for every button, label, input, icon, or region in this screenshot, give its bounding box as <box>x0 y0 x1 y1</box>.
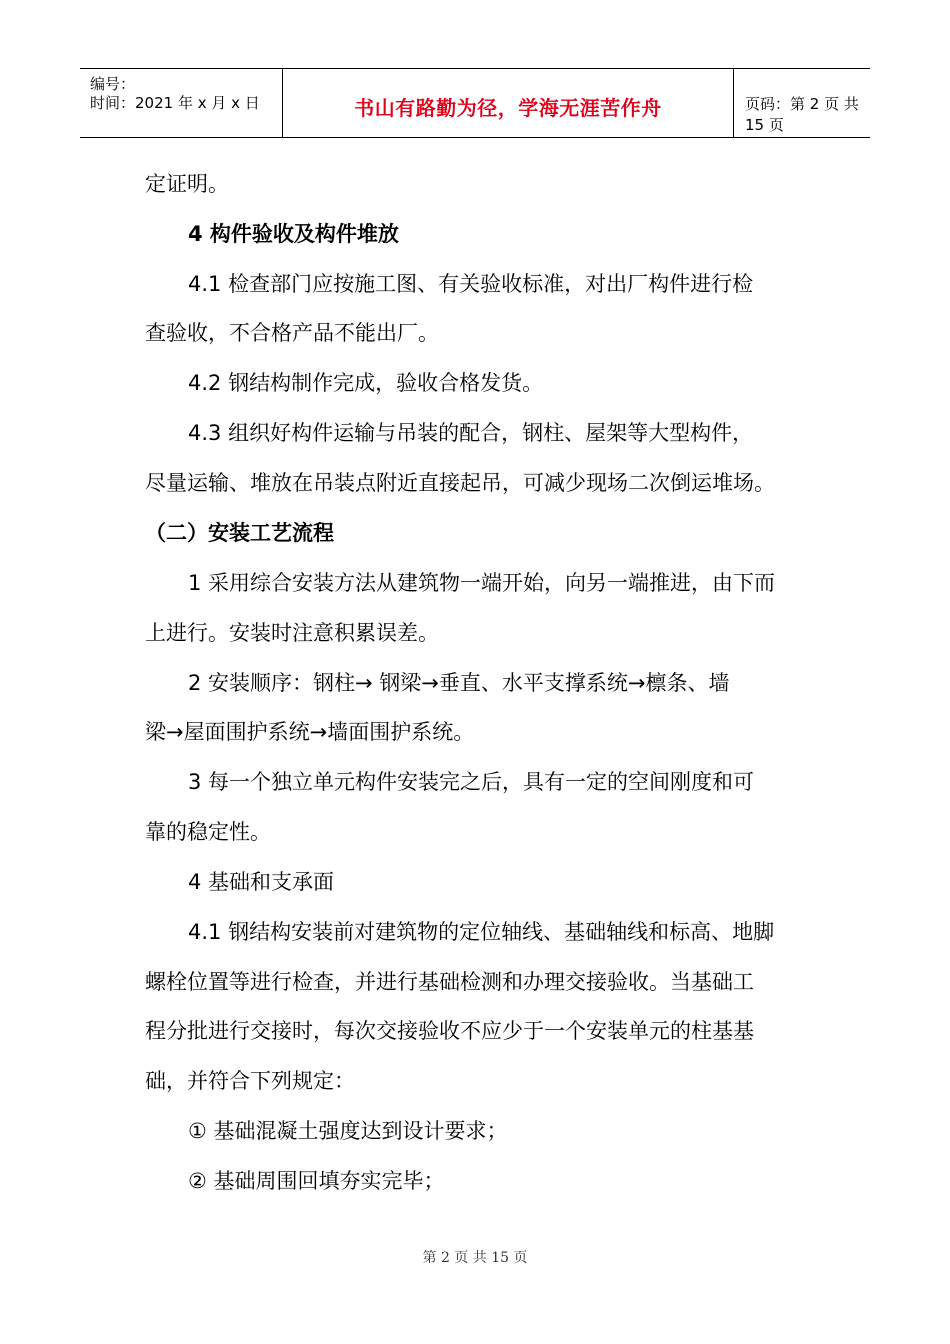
header-motto-cell <box>282 69 734 137</box>
paragraph-line: 4.1 检查部门应按施工图、有关验收标准，对出厂构件进行检 <box>188 272 754 296</box>
paragraph-line: 靠的稳定性。 <box>145 820 271 844</box>
header-table <box>80 68 870 138</box>
paragraph-line: 程分批进行交接时，每次交接验收不应少于一个安装单元的柱基基 <box>145 1019 754 1043</box>
list-item: ② 基础周围回填夯实完毕； <box>188 1169 445 1193</box>
section-heading: （二）安装工艺流程 <box>145 521 334 545</box>
paragraph-line: 4 基础和支承面 <box>188 870 335 894</box>
paragraph-line: 3 每一个独立单元构件安装完之后，具有一定的空间刚度和可 <box>188 770 755 794</box>
paragraph-line: 查验收，不合格产品不能出厂。 <box>145 321 439 345</box>
paragraph-line: 2 安装顺序：钢柱→ 钢梁→垂直、水平支撑系统→檩条、墙 <box>188 671 730 695</box>
paragraph-line: 上进行。安装时注意积累误差。 <box>145 621 439 645</box>
paragraph-line: 4.2 钢结构制作完成，验收合格发货。 <box>188 371 544 395</box>
document-time-label: 时间：2021 年 x 月 x 日 <box>90 94 260 112</box>
paragraph-line: 尽量运输、堆放在吊装点附近直接起吊，可减少现场二次倒运堆场。 <box>145 471 775 495</box>
section-heading: 4 构件验收及构件堆放 <box>188 222 399 246</box>
paragraph-line: 梁→屋面围护系统→墙面围护系统。 <box>145 720 475 744</box>
document-number-label: 编号： <box>90 75 136 93</box>
header-left-cell <box>80 69 282 137</box>
page-info: 页码：第 2 页 共 15 页 <box>745 95 859 134</box>
paragraph-line: 定证明。 <box>145 172 229 196</box>
list-item: ① 基础混凝土强度达到设计要求； <box>188 1119 508 1143</box>
header-right-cell <box>733 69 870 137</box>
page-footer: 第 2 页 共 15 页 <box>422 1250 528 1266</box>
paragraph-line: 螺栓位置等进行检查，并进行基础检测和办理交接验收。当基础工 <box>145 970 754 994</box>
paragraph-line: 础，并符合下列规定： <box>145 1069 355 1093</box>
paragraph-line: 4.3 组织好构件运输与吊装的配合，钢柱、屋架等大型构件， <box>188 421 754 445</box>
motto-text: 书山有路勤为径，学海无涯苦作舟 <box>354 96 662 120</box>
paragraph-line: 1 采用综合安装方法从建筑物一端开始，向另一端推进，由下而 <box>188 571 776 595</box>
paragraph-line: 4.1 钢结构安装前对建筑物的定位轴线、基础轴线和标高、地脚 <box>188 920 775 944</box>
